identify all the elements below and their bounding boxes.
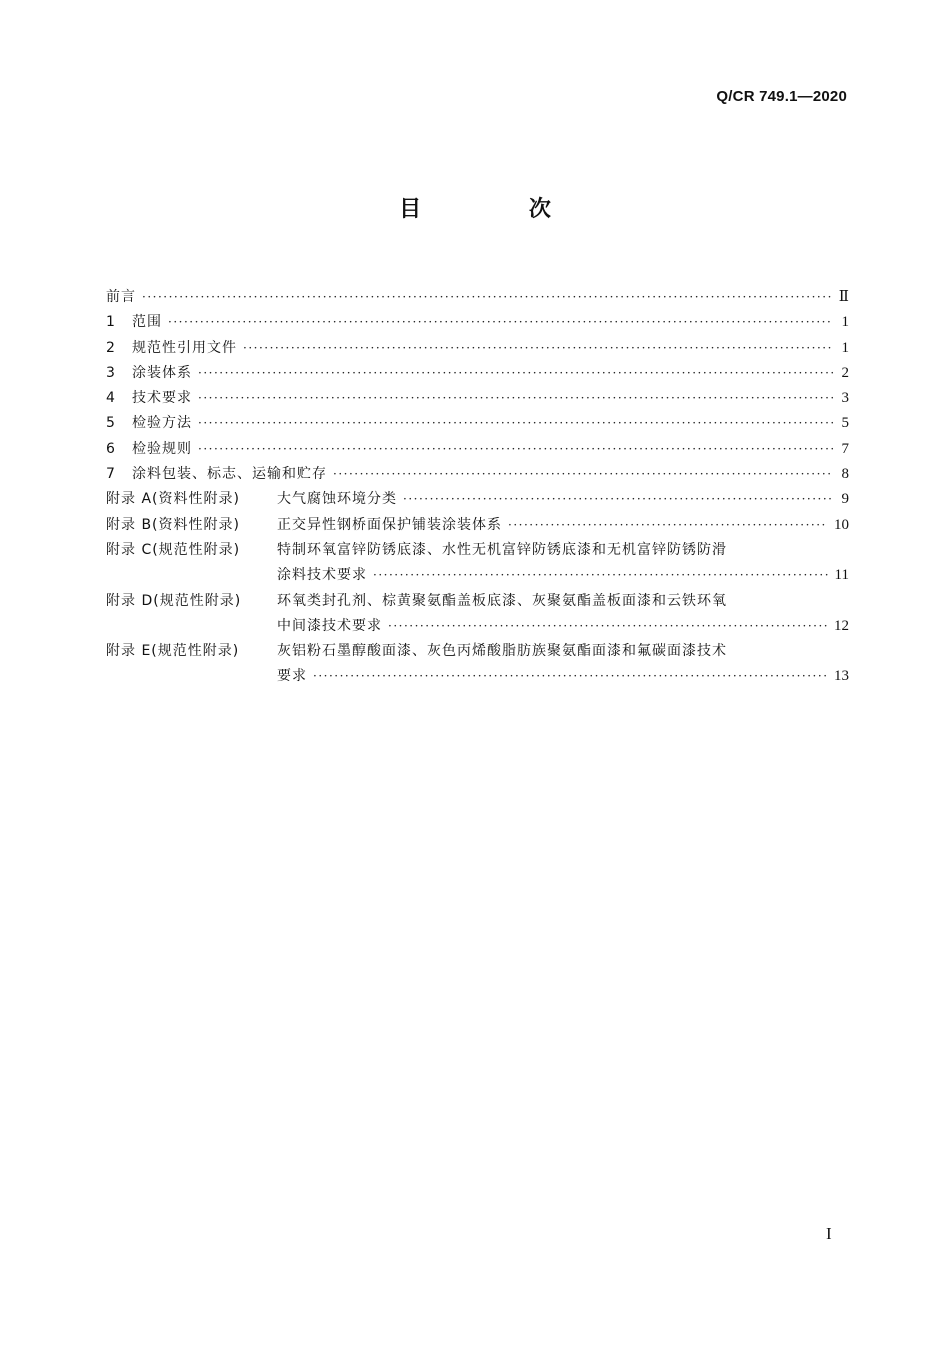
toc-label: 规范性引用文件 xyxy=(132,339,237,356)
toc-page: 1 xyxy=(841,339,849,356)
document-code: Q/CR 749.1—2020 xyxy=(716,88,847,105)
appendix-prefix: 附录 D(规范性附录) xyxy=(106,592,242,609)
toc-label: 技术要求 xyxy=(132,390,192,407)
toc-number: 4 xyxy=(106,390,116,407)
toc-entry-appendix-a[interactable] xyxy=(106,488,849,513)
toc-entry-appendix-b[interactable] xyxy=(106,514,849,539)
table-of-contents xyxy=(106,286,849,691)
toc-entry-6[interactable] xyxy=(106,438,849,463)
toc-label: 范围 xyxy=(132,314,162,331)
toc-label: 检验规则 xyxy=(132,440,192,457)
toc-entry-7[interactable] xyxy=(106,463,849,488)
toc-label: 特制环氧富锌防锈底漆、水性无机富锌防锈底漆和无机富锌防锈防滑 xyxy=(277,541,727,558)
dot-leader xyxy=(403,492,833,506)
toc-label: 检验方法 xyxy=(132,415,192,432)
dot-leader xyxy=(198,442,833,456)
toc-page: 7 xyxy=(841,440,849,457)
toc-label: 环氧类封孔剂、棕黄聚氨酯盖板底漆、灰聚氨酯盖板面漆和云铁环氧 xyxy=(277,592,727,609)
dot-leader xyxy=(243,341,833,355)
toc-number: 6 xyxy=(106,440,116,457)
toc-label-continued: 要求 xyxy=(277,668,307,685)
toc-entry-appendix-e-cont[interactable] xyxy=(106,665,849,690)
toc-entry-5[interactable] xyxy=(106,412,849,437)
toc-number: 3 xyxy=(106,364,116,381)
toc-entry-appendix-c-cont[interactable] xyxy=(106,564,849,589)
toc-page: 2 xyxy=(841,364,849,381)
toc-number: 7 xyxy=(106,466,116,483)
appendix-prefix: 附录 B(资料性附录) xyxy=(106,516,240,533)
toc-entry-foreword[interactable] xyxy=(106,286,849,311)
toc-page: 10 xyxy=(834,516,849,533)
toc-page: 3 xyxy=(841,390,849,407)
toc-entry-1[interactable] xyxy=(106,311,849,336)
toc-number: 2 xyxy=(106,339,116,356)
toc-entry-appendix-d[interactable] xyxy=(106,590,849,615)
dot-leader xyxy=(333,467,833,481)
dot-leader xyxy=(373,568,829,582)
toc-entry-2[interactable] xyxy=(106,337,849,362)
dot-leader xyxy=(198,391,833,405)
toc-label: 正交异性钢桥面保护铺装涂装体系 xyxy=(277,516,502,533)
toc-page: 11 xyxy=(834,567,849,584)
toc-entry-4[interactable] xyxy=(106,387,849,412)
toc-label-continued: 中间漆技术要求 xyxy=(277,617,382,634)
dot-leader xyxy=(388,619,828,633)
toc-number: 5 xyxy=(106,415,116,432)
appendix-prefix: 附录 A(资料性附录) xyxy=(106,491,240,508)
appendix-prefix: 附录 C(规范性附录) xyxy=(106,541,241,558)
dot-leader xyxy=(313,669,828,683)
appendix-prefix: 附录 E(规范性附录) xyxy=(106,643,240,660)
dot-leader xyxy=(142,290,833,304)
toc-page: 1 xyxy=(841,314,849,331)
toc-page: 12 xyxy=(834,617,849,634)
toc-number: 1 xyxy=(106,314,116,331)
dot-leader xyxy=(198,416,833,430)
toc-entry-3[interactable] xyxy=(106,362,849,387)
page-title xyxy=(0,192,950,223)
toc-label: 大气腐蚀环境分类 xyxy=(277,491,397,508)
toc-page: 13 xyxy=(834,668,849,685)
toc-label-continued: 涂料技术要求 xyxy=(277,567,367,584)
dot-leader xyxy=(198,366,833,380)
toc-entry-appendix-c[interactable] xyxy=(106,539,849,564)
dot-leader xyxy=(508,518,828,532)
title-text: 目 次 xyxy=(399,197,601,222)
toc-label: 涂装体系 xyxy=(132,364,192,381)
toc-page: 9 xyxy=(841,491,849,508)
page-number: I xyxy=(826,1224,832,1243)
toc-page: 8 xyxy=(841,466,849,483)
toc-label: 前言 xyxy=(106,289,136,305)
toc-label: 涂料包装、标志、运输和贮存 xyxy=(132,466,327,483)
toc-page: 5 xyxy=(841,415,849,432)
toc-entry-appendix-d-cont[interactable] xyxy=(106,615,849,640)
toc-label: 灰铝粉石墨醇酸面漆、灰色丙烯酸脂肪族聚氨酯面漆和氟碳面漆技术 xyxy=(277,643,727,660)
toc-entry-appendix-e[interactable] xyxy=(106,640,849,665)
dot-leader xyxy=(168,315,833,329)
toc-page: Ⅱ xyxy=(838,289,849,305)
